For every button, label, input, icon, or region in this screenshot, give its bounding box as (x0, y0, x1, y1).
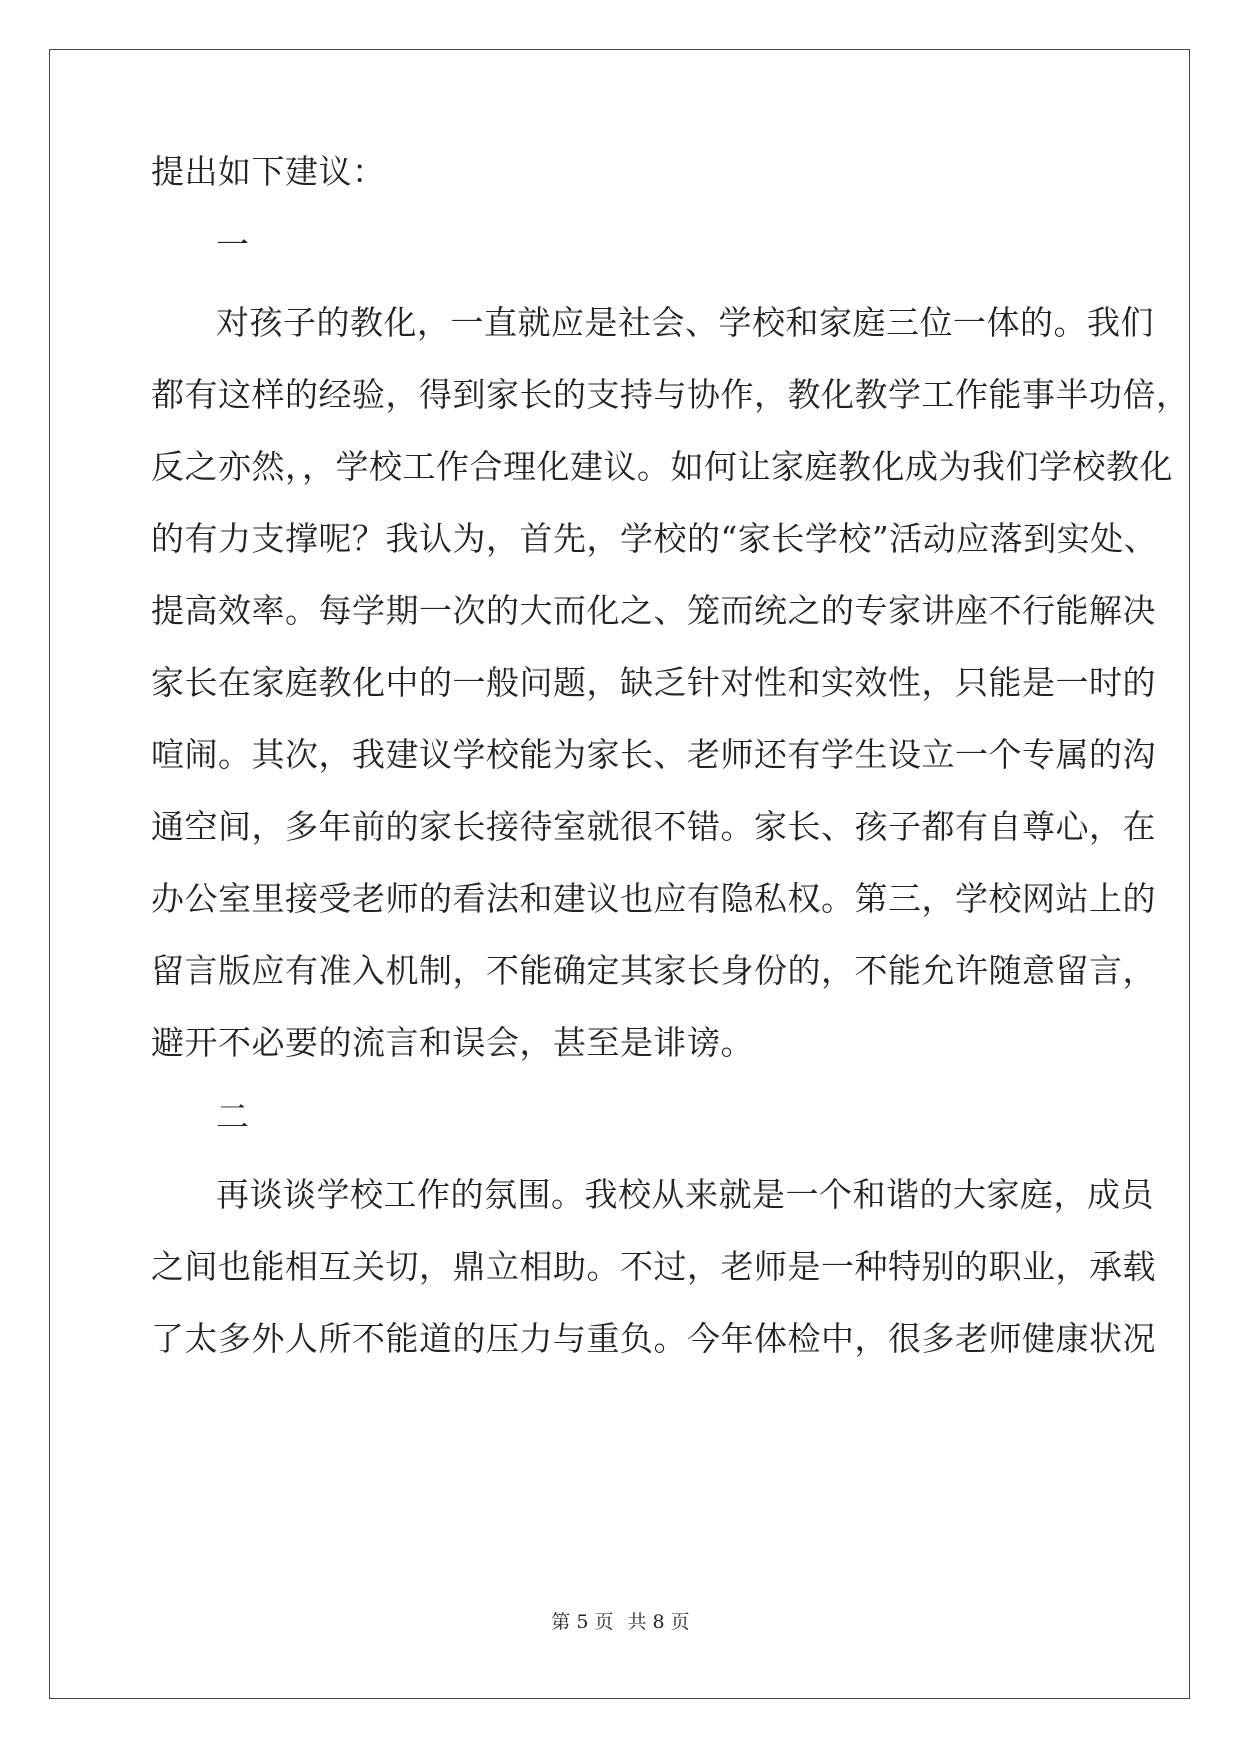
text-line: 反之亦然，，学校工作合理化建议。如何让家庭教化成为我们学校教化 (151, 447, 1173, 486)
text-line: 再谈谈学校工作的氛围。我校从来就是一个和谐的大家庭，成员 (216, 1175, 1154, 1214)
text-line: 提高效率。每学期一次的大而化之、笼而统之的专家讲座不行能解决 (151, 591, 1156, 630)
page-footer (0, 1610, 1241, 1634)
text-line: 办公室里接受老师的看法和建议也应有隐私权。第三，学校网站上的 (151, 879, 1156, 918)
section-heading-one: 一 (216, 225, 250, 264)
text-line: 通空间，多年前的家长接待室就很不错。家长、孩子都有自尊心，在 (151, 807, 1156, 846)
text-line: 了太多外人所不能道的压力与重负。今年体检中，很多老师健康状况 (151, 1319, 1156, 1358)
text-line: 家长在家庭教化中的一般问题，缺乏针对性和实效性，只能是一时的 (151, 663, 1156, 702)
text-line: 都有这样的经验，得到家长的支持与协作，教化教学工作能事半功倍， (151, 375, 1190, 414)
page-total: 共 8 页 (627, 1611, 690, 1633)
page-number: 第 5 页 (551, 1611, 614, 1633)
text-line: 留言版应有准入机制，不能确定其家长身份的，不能允许随意留言， (151, 951, 1156, 990)
text-line: 之间也能相互关切，鼎立相助。不过，老师是一种特别的职业，承载 (151, 1247, 1156, 1286)
text-line: 的有力支撑呢？我认为，首先，学校的“家长学校”活动应落到实处、 (151, 519, 1158, 558)
text-line: 喧闹。其次，我建议学校能为家长、老师还有学生设立一个专属的沟 (151, 735, 1156, 774)
page-border (49, 49, 1190, 1699)
section-heading-two: 二 (216, 1097, 250, 1136)
text-line: 对孩子的教化，一直就应是社会、学校和家庭三位一体的。我们 (216, 303, 1154, 342)
text-line: 避开不必要的流言和误会，甚至是诽谤。 (151, 1023, 754, 1062)
text-line: 提出如下建议： (151, 152, 386, 191)
